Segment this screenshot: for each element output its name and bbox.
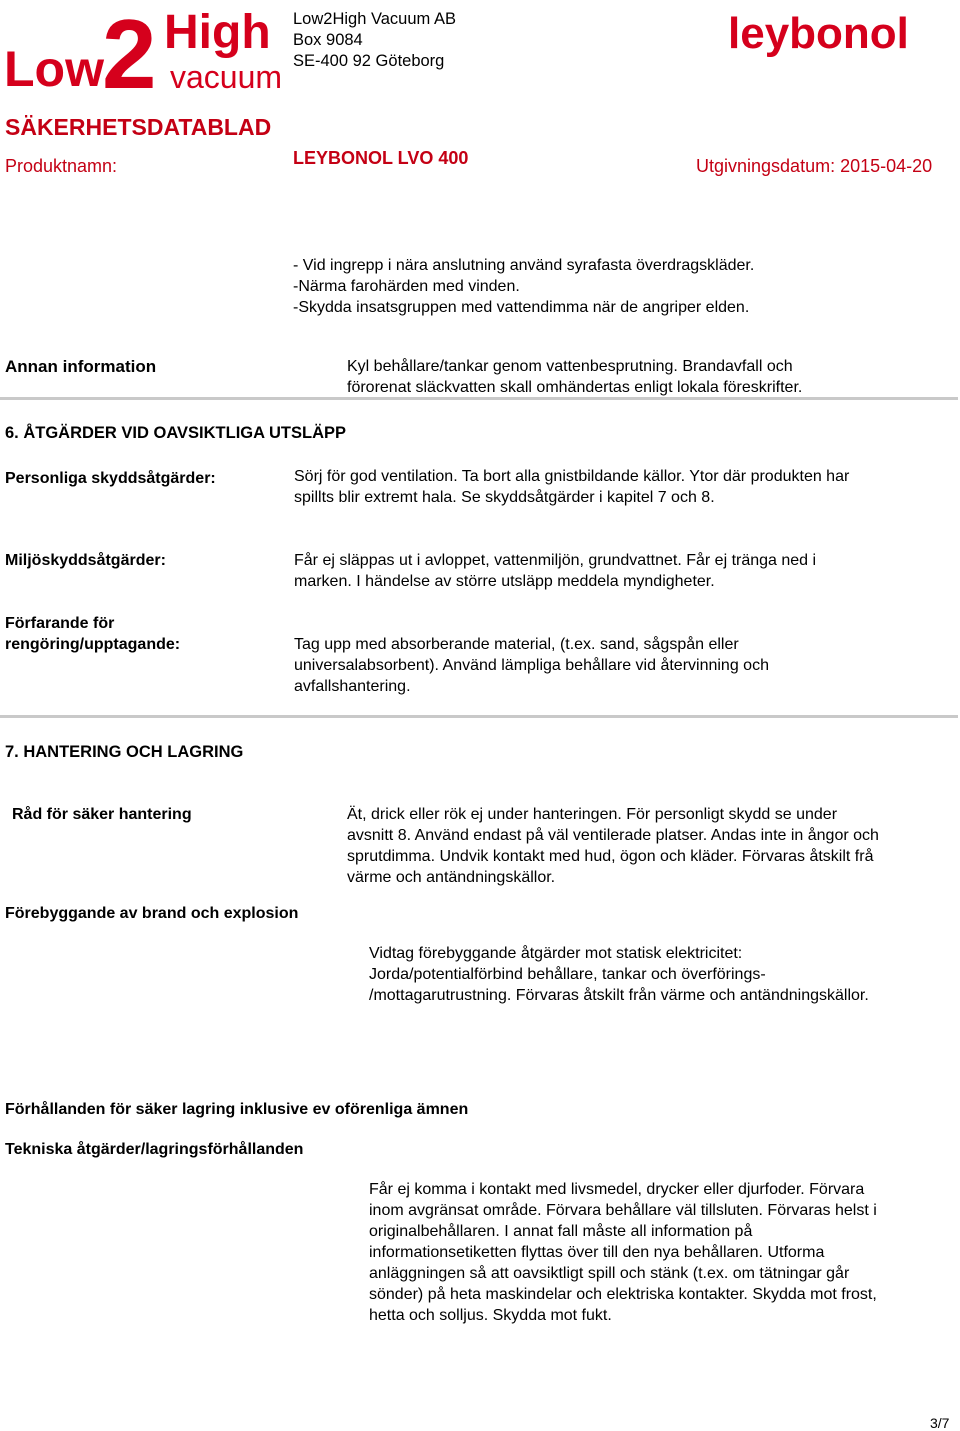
section-7-heading: 7. HANTERING OCH LAGRING: [5, 743, 244, 761]
text-line: spillts blir extremt hala. Se skyddsåtgärder i kapitel 7 och 8.: [294, 489, 715, 506]
storage-heading: Förhållanden för säker lagring inklusive ev oförenliga ämnen: [5, 1101, 469, 1118]
text-line: rengöring/upptagande:: [5, 636, 181, 653]
product-label: Produktnamn:: [5, 156, 118, 176]
text-line: hetta och solljus. Skydda mot fukt.: [369, 1307, 612, 1324]
text-line: Får ej släppas ut i avloppet, vattenmiljön, grundvattnet. Får ej tränga ned i: [294, 552, 817, 569]
safe-handling-label: Råd för säker hantering: [12, 806, 192, 823]
text-line: sprutdimma. Undvik kontakt med hud, ögon och kläder. Förvaras åtskilt frå: [347, 848, 874, 865]
cleanup-text: [294, 634, 769, 697]
text-line: värme och antändningskällor.: [347, 869, 556, 886]
svg-text:leybonol: leybonol: [728, 9, 909, 58]
divider: [0, 397, 958, 400]
personal-protection-text: [294, 466, 849, 508]
other-info-text: [347, 356, 802, 398]
other-info-label: Annan information: [5, 357, 157, 376]
leybonol-logo: [726, 4, 916, 62]
text-line: marken. I händelse av större utsläpp meddela myndigheter.: [294, 573, 715, 590]
text-line: förorenat släckvatten skall omhändertas enligt lokala föreskrifter.: [347, 379, 803, 396]
text-line: originalbehållaren. I annat fall måste all information på: [369, 1223, 753, 1240]
company-name: Low2High Vacuum AB: [293, 10, 456, 28]
divider: [0, 715, 958, 718]
text-line: sönder) på heta maskindelar och elektriska kontakter. Skydda mot frost,: [369, 1286, 877, 1303]
text-line: avfallshantering.: [294, 678, 411, 695]
top-lines: [293, 255, 754, 318]
svg-text:2: 2: [102, 0, 157, 95]
text-line: informationsetiketten flyttas över till den nya behållaren. Utforma: [369, 1244, 825, 1261]
technical-measures-label: Tekniska åtgärder/lagringsförhållanden: [5, 1141, 304, 1158]
fire-prevention-label: Förebyggande av brand och explosion: [5, 905, 299, 922]
text-line: Vidtag förebyggande åtgärder mot statisk elektricitet:: [369, 945, 743, 962]
text-line: Tag upp med absorberande material, (t.ex. sand, sågspån eller: [294, 636, 739, 653]
text-line: Förfarande för: [5, 615, 115, 632]
text-line: universalabsorbent). Använd lämpliga behållare vid återvinning och: [294, 657, 769, 674]
product-name: LEYBONOL LVO 400: [293, 148, 469, 168]
company-address: [293, 9, 456, 72]
text-line: inom avgränsat område. Förvara behållare väl tillsluten. Förvaras helst i: [369, 1202, 877, 1219]
text-line: /mottagarutrustning. Förvaras åtskilt från värme och antändningskällor.: [369, 987, 869, 1004]
text-line: Jorda/potentialförbind behållare, tankar och överförings-: [369, 966, 766, 983]
company-box: Box 9084: [293, 31, 363, 49]
svg-text:vacuum: vacuum: [170, 59, 283, 95]
text-line: Kyl behållare/tankar genom vattenbesprutning. Brandavfall och: [347, 358, 793, 375]
safe-handling-text: [347, 804, 879, 888]
svg-text:High: High: [164, 6, 271, 59]
environment-label: Miljöskyddsåtgärder:: [5, 552, 166, 569]
personal-protection-label: Personliga skyddsåtgärder:: [5, 470, 216, 487]
section-6-heading: 6. ÅTGÄRDER VID OAVSIKTLIGA UTSLÄPP: [5, 424, 347, 442]
page-number: 3/7: [930, 1415, 950, 1431]
text-line: anläggningen så att oavsiktligt spill och stänk (t.ex. om tätningar går: [369, 1265, 850, 1282]
text-line: Får ej komma i kontakt med livsmedel, drycker eller djurfoder. Förvara: [369, 1181, 865, 1198]
text-line: avsnitt 8. Använd endast på väl ventilerade platser. Andas inte in ångor och: [347, 827, 879, 844]
text-line: -Närma farohärden med vinden.: [293, 278, 520, 295]
text-line: Sörj för god ventilation. Ta bort alla gnistbildande källor. Ytor där produkten har: [294, 468, 850, 485]
low2high-vacuum-logo: [4, 0, 284, 95]
text-line: -Skydda insatsgruppen med vattendimma när de angriper elden.: [293, 299, 750, 316]
fire-prevention-text: [369, 943, 869, 1006]
text-line: Ät, drick eller rök ej under hanteringen. För personligt skydd se under: [347, 806, 838, 823]
cleanup-label: [5, 613, 180, 655]
text-line: - Vid ingrepp i nära anslutning använd syrafasta överdragskläder.: [293, 257, 755, 274]
environment-text: [294, 550, 816, 592]
issue-date: Utgivningsdatum: 2015-04-20: [696, 156, 933, 176]
technical-measures-text: [369, 1179, 877, 1326]
svg-text:Low: Low: [4, 41, 104, 95]
company-city: SE-400 92 Göteborg: [293, 52, 445, 70]
document-title: SÄKERHETSDATABLAD: [5, 114, 272, 140]
